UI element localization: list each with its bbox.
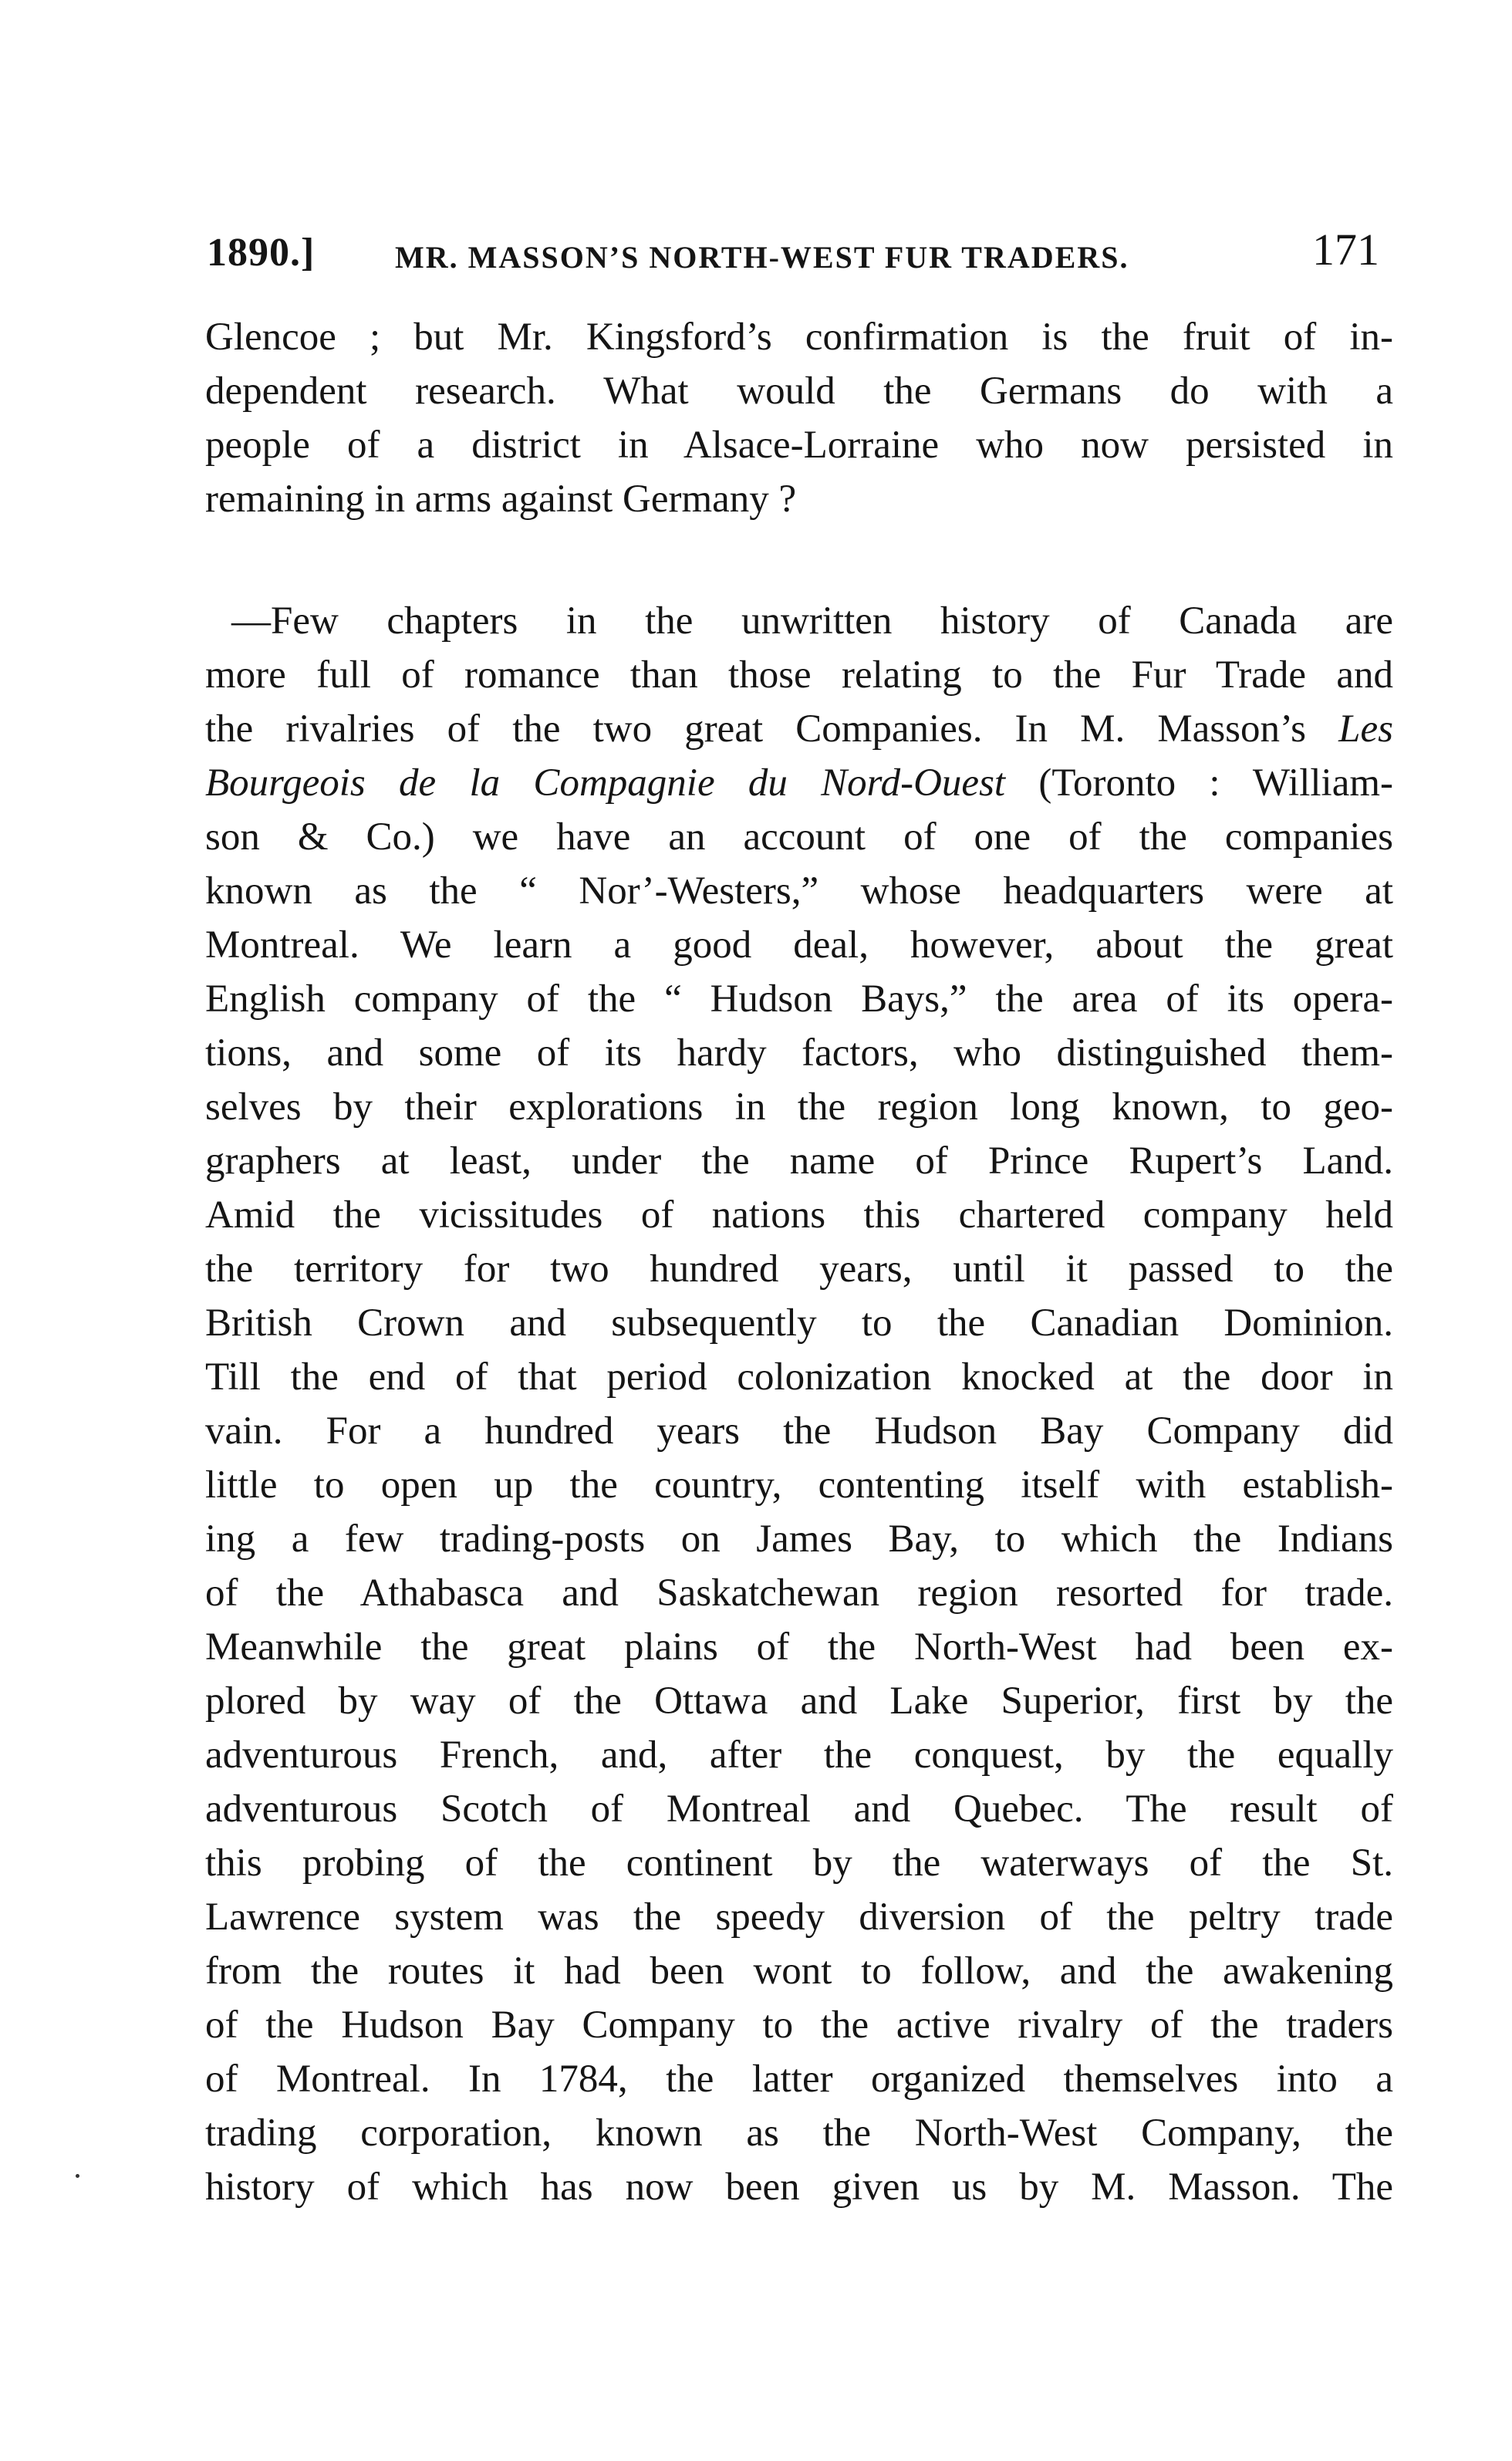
text-line: selves by their explorations in the region long known, to geo- bbox=[205, 1085, 1393, 1129]
paragraph-fur-trade bbox=[205, 594, 1393, 2214]
text-line: Till the end of that period colonization knocked at the door in bbox=[205, 1355, 1393, 1399]
paragraph-gap bbox=[205, 526, 1393, 594]
text-line: trading corporation, known as the North-West Company, the bbox=[205, 2112, 1393, 2155]
text-line: of the Athabasca and Saskatchewan region resorted for trade. bbox=[205, 1571, 1393, 1615]
text-line: son & Co.) we have an account of one of the companies bbox=[205, 815, 1393, 859]
text-line bbox=[205, 702, 1393, 756]
text-line: history of which has now been given us by M. Masson. The bbox=[205, 2166, 1393, 2209]
text-line: adventurous Scotch of Montreal and Quebec. The result of bbox=[205, 1788, 1393, 1831]
header-title: MR. MASSON’S NORTH-WEST FUR TRADERS. bbox=[395, 240, 1129, 275]
text-line: plored by way of the Ottawa and Lake Superior, first by the bbox=[205, 1679, 1393, 1723]
margin-speck bbox=[76, 2174, 79, 2178]
paragraph-continued bbox=[205, 310, 1393, 526]
header-year: 1890.] bbox=[207, 231, 316, 275]
text-line: vain. For a hundred years the Hudson Bay Company did bbox=[205, 1409, 1393, 1453]
text-line: more full of romance than those relating to the Fur Trade and bbox=[205, 653, 1393, 697]
text-line: people of a district in Alsace-Lorraine who now persisted in bbox=[205, 424, 1393, 467]
text-run: (Toronto : William- bbox=[1005, 761, 1393, 805]
text-run: the rivalries of the two great Companies. In M. Masson’s bbox=[205, 707, 1339, 751]
text-line: ing a few trading-posts on James Bay, to which the Indians bbox=[205, 1517, 1393, 1561]
text-line: little to open up the country, contenting itself with establish- bbox=[205, 1463, 1393, 1507]
text-line: —Few chapters in the unwritten history of Canada are bbox=[231, 599, 1393, 643]
text-line: Glencoe ; but Mr. Kingsford’s confirmation is the fruit of in- bbox=[205, 316, 1393, 359]
text-line: Meanwhile the great plains of the North-West had been ex- bbox=[205, 1625, 1393, 1669]
text-line: Amid the vicissitudes of nations this chartered company held bbox=[205, 1193, 1393, 1237]
text-line: Lawrence system was the speedy diversion of the peltry trade bbox=[205, 1896, 1393, 1939]
text-line: this probing of the continent by the waterways of the St. bbox=[205, 1842, 1393, 1885]
page-number: 171 bbox=[1312, 224, 1379, 275]
text-line: dependent research. What would the Germans do with a bbox=[205, 370, 1393, 413]
paragraph-lines bbox=[205, 810, 1393, 2214]
running-header bbox=[207, 224, 1395, 285]
text-line: the territory for two hundred years, until it passed to the bbox=[205, 1247, 1393, 1291]
text-line: tions, and some of its hardy factors, who distinguished them- bbox=[205, 1031, 1393, 1075]
text-line: graphers at least, under the name of Prince Rupert’s Land. bbox=[205, 1139, 1393, 1183]
text-line: from the routes it had been wont to follow, and the awakening bbox=[205, 1950, 1393, 1993]
body-text bbox=[205, 310, 1393, 2214]
text-line: adventurous French, and, after the conquest, by the equally bbox=[205, 1734, 1393, 1777]
text-line: of Montreal. In 1784, the latter organized themselves into a bbox=[205, 2058, 1393, 2101]
text-line: of the Hudson Bay Company to the active rivalry of the traders bbox=[205, 2004, 1393, 2047]
text-line: Montreal. We learn a good deal, however, about the great bbox=[205, 923, 1393, 967]
book-title-italic: Bourgeois de la Compagnie du Nord-Ouest bbox=[205, 761, 1006, 805]
text-line: known as the “ Nor’-Westers,” whose headquarters were at bbox=[205, 869, 1393, 913]
text-line bbox=[205, 756, 1393, 810]
text-line: British Crown and subsequently to the Canadian Dominion. bbox=[205, 1301, 1393, 1345]
text-line: English company of the “ Hudson Bays,” the area of its opera- bbox=[205, 977, 1393, 1021]
book-title-italic: Les bbox=[1338, 707, 1393, 751]
text-line: remaining in arms against Germany ? bbox=[205, 478, 797, 521]
